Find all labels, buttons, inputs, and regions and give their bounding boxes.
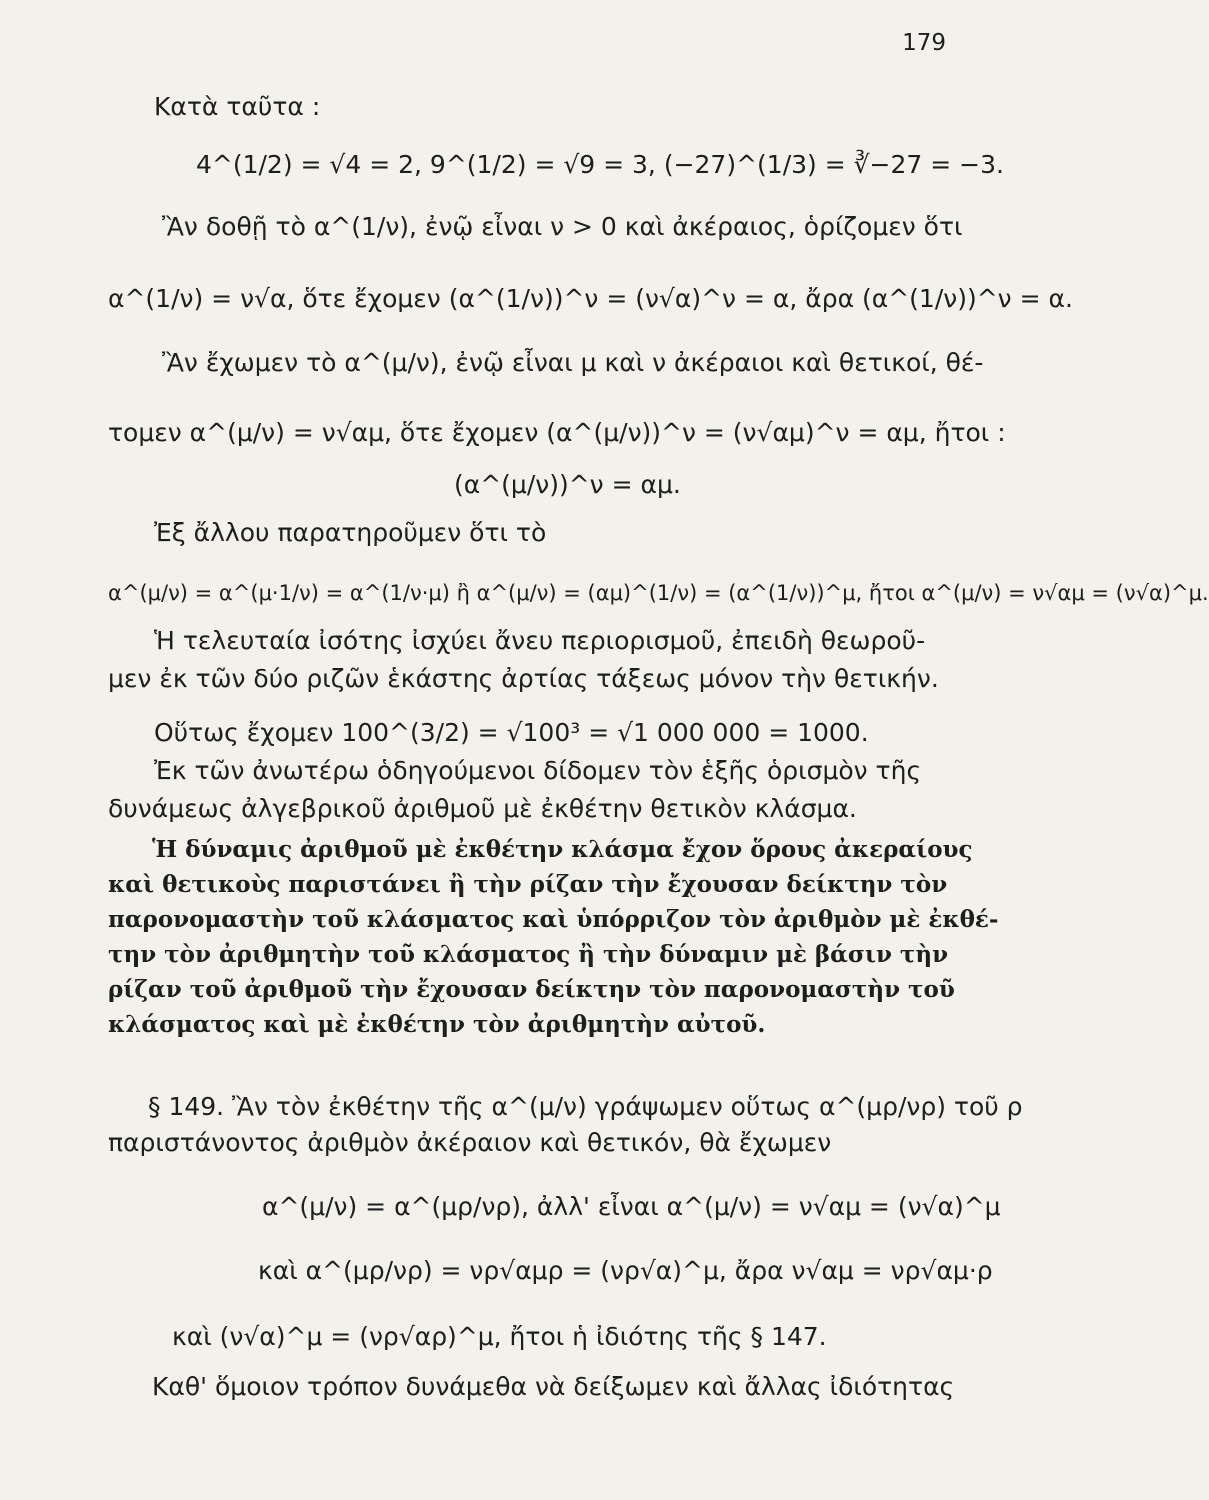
math-line: καὶ (ν√α)^μ = (νρ√αρ)^μ, ἤτοι ἡ ἰδιότης τῆς § 147. <box>172 1322 827 1351</box>
definition-line: Ἡ δύναμις ἀριθμοῦ μὲ ἐκθέτην κλάσμα ἔχον ὅρους ἀκεραίους <box>152 836 973 863</box>
text-line: Καθ' ὅμοιον τρόπον δυνάμεθα νὰ δείξωμεν καὶ ἄλλας ἰδιότητας <box>152 1372 955 1401</box>
math-line: 4^(1/2) = √4 = 2, 9^(1/2) = √9 = 3, (−27)^(1/3) = ∛−27 = −3. <box>196 150 1004 179</box>
text-line: παριστάνοντος ἀριθμὸν ἀκέραιον καὶ θετικόν, θὰ ἔχωμεν <box>108 1128 832 1157</box>
math-line: Οὕτως ἔχομεν 100^(3/2) = √100³ = √1 000 000 = 1000. <box>154 718 869 747</box>
text-line: Ἂν ἔχωμεν τὸ α^(μ/ν), ἐνῷ εἶναι μ καὶ ν ἀκέραιοι καὶ θετικοί, θέ- <box>162 348 984 377</box>
math-line: (α^(μ/ν))^ν = αμ. <box>454 470 681 499</box>
definition-line: παρονομαστὴν τοῦ κλάσματος καὶ ὑπόρριζον τὸν ἀριθμὸν μὲ ἐκθέ- <box>108 906 999 933</box>
text-line: δυνάμεως ἀλγεβρικοῦ ἀριθμοῦ μὲ ἐκθέτην θετικὸν κλάσμα. <box>108 794 857 823</box>
math-line: α^(μ/ν) = α^(μ·1/ν) = α^(1/ν·μ) ἢ α^(μ/ν) = (αμ)^(1/ν) = (α^(1/ν))^μ, ἤτοι α^(μ/ν) = ν√αμ = (ν√α)^μ. <box>108 581 1209 605</box>
definition-line: την τὸν ἀριθμητὴν τοῦ κλάσματος ἢ τὴν δύναμιν μὲ βάσιν τὴν <box>108 941 949 968</box>
text-line: Ἐξ ἄλλου παρατηροῦμεν ὅτι τὸ <box>154 518 547 547</box>
text-line: μεν ἐκ τῶν δύο ριζῶν ἑκάστης ἀρτίας τάξεως μόνον τὴν θετικήν. <box>108 664 939 693</box>
page-number: 179 <box>902 30 946 56</box>
text-line: Ἐκ τῶν ἀνωτέρω ὁδηγούμενοι δίδομεν τὸν ἑξῆς ὁρισμὸν τῆς <box>154 756 922 785</box>
definition-line: καὶ θετικοὺς παριστάνει ἢ τὴν ρίζαν τὴν ἔχουσαν δείκτην τὸν <box>108 871 948 898</box>
section-heading-line: § 149. Ἂν τὸν ἐκθέτην τῆς α^(μ/ν) γράψωμεν οὕτως α^(μρ/νρ) τοῦ ρ <box>148 1092 1023 1121</box>
definition-line: ρίζαν τοῦ ἀριθμοῦ τὴν ἔχουσαν δείκτην τὸν παρονομαστὴν τοῦ <box>108 976 955 1003</box>
definition-line: κλάσματος καὶ μὲ ἐκθέτην τὸν ἀριθμητὴν αὐτοῦ. <box>108 1011 766 1038</box>
math-line: τομεν α^(μ/ν) = ν√αμ, ὅτε ἔχομεν (α^(μ/ν))^ν = (ν√αμ)^ν = αμ, ἤτοι : <box>108 418 1006 447</box>
math-line: α^(1/ν) = ν√α, ὅτε ἔχομεν (α^(1/ν))^ν = (ν√α)^ν = α, ἄρα (α^(1/ν))^ν = α. <box>108 284 1073 313</box>
text-line: Ἂν δοθῇ τὸ α^(1/ν), ἐνῷ εἶναι ν > 0 καὶ ἀκέραιος, ὁρίζομεν ὅτι <box>162 212 963 241</box>
text-line: Κατὰ ταῦτα : <box>154 92 321 121</box>
text-line: Ἡ τελευταία ἰσότης ἰσχύει ἄνευ περιορισμοῦ, ἐπειδὴ θεωροῦ- <box>154 626 926 655</box>
math-line: καὶ α^(μρ/νρ) = νρ√αμρ = (νρ√α)^μ, ἄρα ν√αμ = νρ√αμ·ρ <box>258 1256 993 1285</box>
math-line: α^(μ/ν) = α^(μρ/νρ), ἀλλ' εἶναι α^(μ/ν) = ν√αμ = (ν√α)^μ <box>262 1192 1001 1221</box>
